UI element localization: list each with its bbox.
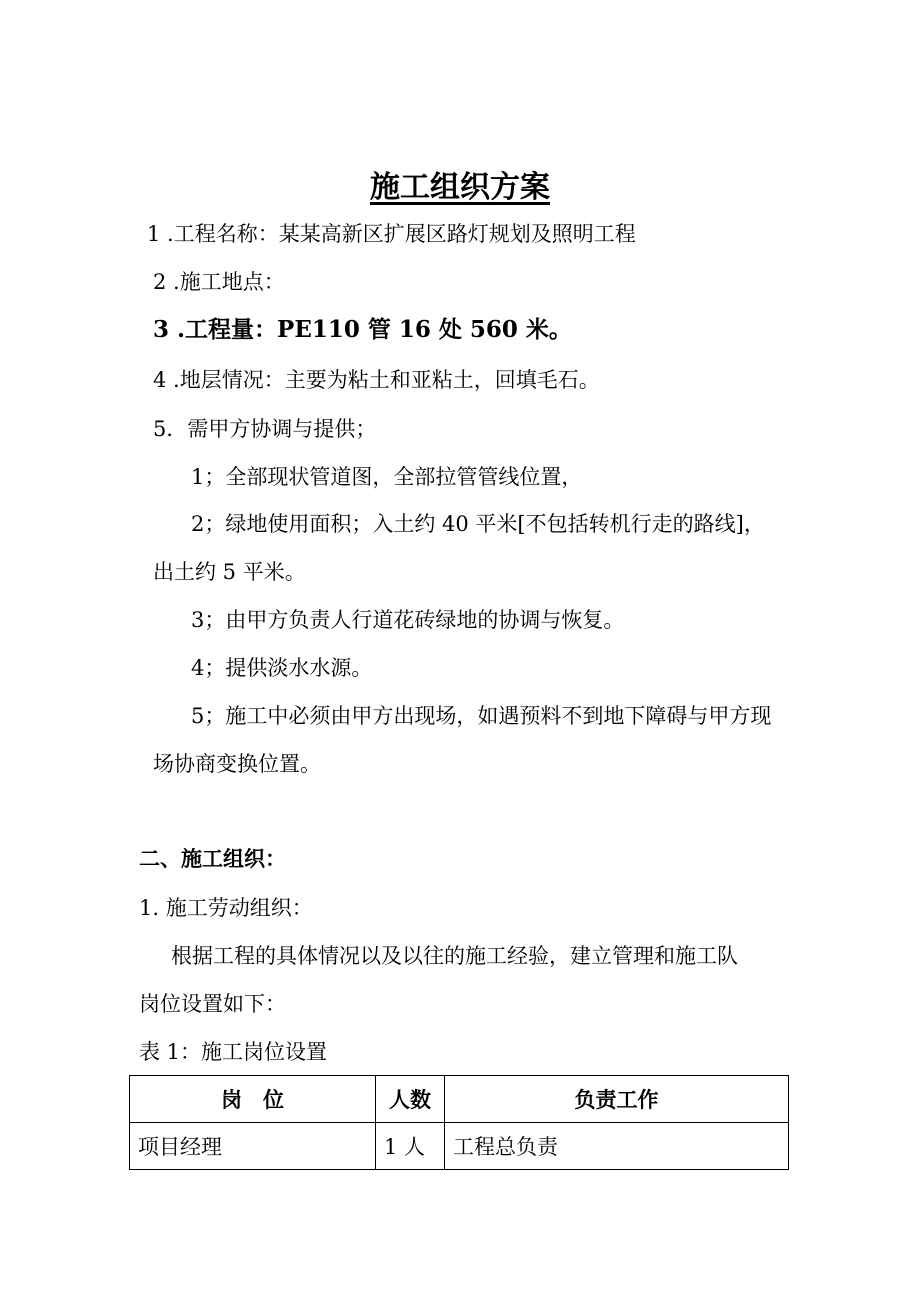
item-project-name: 1 .工程名称：某某高新区扩展区路灯规划及照明工程 bbox=[147, 222, 636, 246]
page-title: 施工组织方案 bbox=[370, 170, 550, 205]
cell-duty: 工程总负责 bbox=[445, 1123, 789, 1170]
subitem-2-line2: 出土约 5 平米。 bbox=[153, 560, 306, 584]
header-count: 人数 bbox=[376, 1076, 445, 1123]
subitem-2-line1: 2；绿地使用面积；入土约 40 平米[不包括转机行走的路线]， bbox=[191, 512, 765, 536]
header-duty: 负责工作 bbox=[445, 1076, 789, 1123]
subitem-5-line2: 场协商变换位置。 bbox=[153, 752, 321, 776]
section-heading: 二、施工组织： bbox=[139, 846, 286, 871]
subitem-4: 4；提供淡水水源。 bbox=[191, 656, 373, 680]
posts-table bbox=[129, 1075, 789, 1170]
item-requirements: 5．需甲方协调与提供； bbox=[153, 417, 377, 441]
subitem-5-line1: 5；施工中必须由甲方出现场，如遇预料不到地下障碍与甲方现 bbox=[191, 704, 772, 728]
table-header-row bbox=[130, 1076, 789, 1123]
paragraph-line1: 根据工程的具体情况以及以往的施工经验，建立管理和施工队 bbox=[171, 944, 738, 968]
table-caption: 表 1：施工岗位设置 bbox=[139, 1040, 328, 1064]
item-quantity: 3 .工程量：PE110 管 16 处 560 米。 bbox=[153, 316, 572, 343]
item-geology: 4 .地层情况：主要为粘土和亚粘土，回填毛石。 bbox=[153, 368, 600, 392]
item-site: 2 .施工地点： bbox=[153, 270, 285, 294]
paragraph-line2: 岗位设置如下： bbox=[139, 992, 286, 1016]
cell-post: 项目经理 bbox=[130, 1123, 376, 1170]
cell-count: 1 人 bbox=[376, 1123, 445, 1170]
labor-organization: 1. 施工劳动组织： bbox=[139, 896, 313, 920]
table-row bbox=[130, 1123, 789, 1170]
header-post: 岗 位 bbox=[130, 1076, 376, 1123]
subitem-3: 3；由甲方负责人行道花砖绿地的协调与恢复。 bbox=[191, 608, 625, 632]
subitem-1: 1；全部现状管道图，全部拉管管线位置， bbox=[191, 465, 583, 489]
